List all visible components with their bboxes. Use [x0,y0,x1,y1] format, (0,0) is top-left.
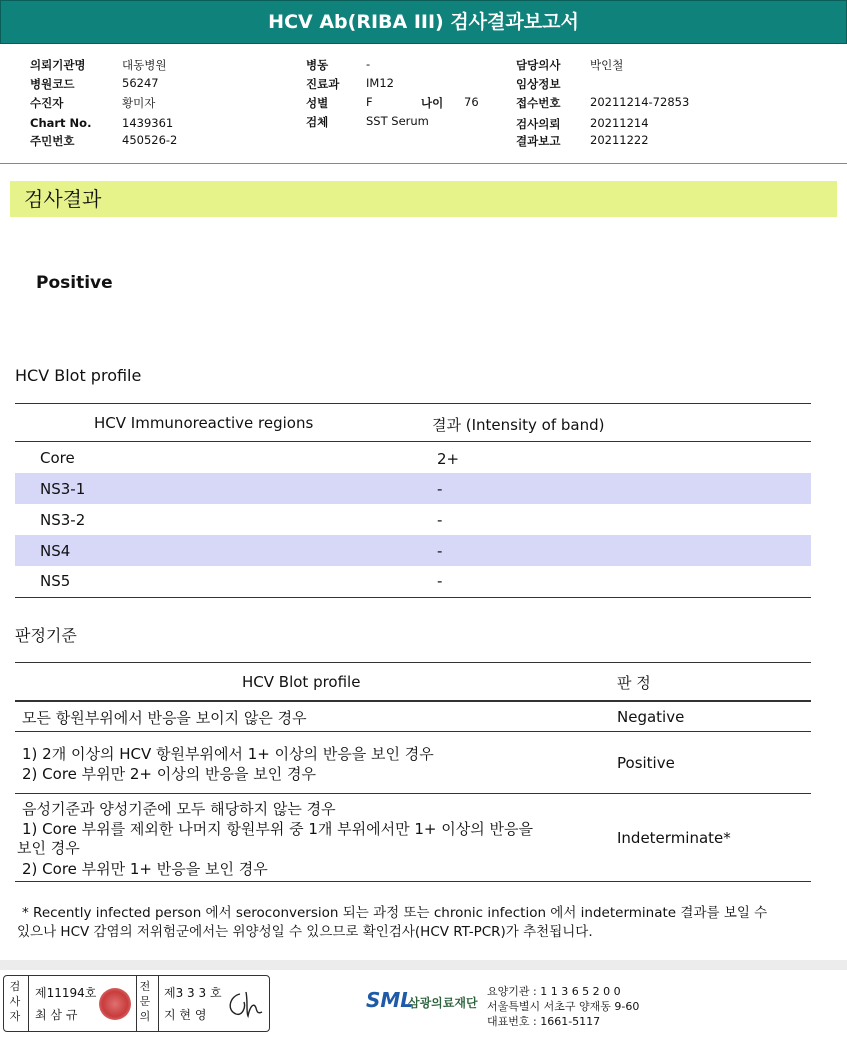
section-title: 검사결과 [10,181,837,217]
info-value: 450526-2 [122,133,178,147]
org-address: 서울특별시 서초구 양재동 9-60 [487,1000,640,1013]
criteria-judgement: Indeterminate* [617,829,731,847]
info-label: 검사의뢰 [516,117,561,131]
info-value: 황미자 [122,96,156,110]
report-title: HCV Ab(RIBA III) 검사결과보고서 [0,0,847,44]
examiner-label [8,979,22,1024]
org-code: 요양기관 : 1 1 3 6 5 2 0 0 [487,985,621,998]
result-value: Positive [36,273,113,293]
info-value: - [366,57,371,71]
info-label: 결과보고 [516,134,561,148]
criteria-row-line [15,793,811,794]
table-bottom-line [15,597,811,598]
examiner-label-char: 사 [9,995,21,1008]
info-value: SST Serum [366,114,429,128]
criteria-top-line [15,662,811,663]
examiner-seal [99,988,131,1020]
logo-text: SML [366,988,414,1012]
signature-box [3,975,270,1032]
org-name: 삼광의료재단 [408,996,478,1010]
specialist-label-char: 문 [139,995,151,1008]
col-header-judgement: 판 정 [617,674,651,692]
stamp-divider [28,976,29,1031]
criteria-judgement: Negative [617,708,685,726]
age-label: 나이 [421,96,444,110]
age-value: 76 [464,95,479,109]
footer-divider [0,960,847,970]
table-row [15,473,811,504]
table-row [15,504,811,535]
region-cell: NS3-1 [40,480,86,498]
info-value: 20211214-72853 [590,95,690,109]
criteria-judgement: Positive [617,754,675,772]
info-value: 56247 [122,76,159,90]
info-label: Chart No. [30,116,92,130]
col-header-profile: HCV Blot profile [242,673,361,691]
result-cell: - [437,542,443,560]
patient-info [0,0,847,160]
criteria-text: 1) 2개 이상의 HCV 항원부위에서 1+ 이상의 반응을 보인 경우 [22,745,434,763]
examiner-label-char: 자 [9,1010,21,1023]
info-label: 주민번호 [30,134,75,148]
info-value: 20211222 [590,133,649,147]
criteria-bottom-line [15,881,811,882]
criteria-heading: 판정기준 [15,626,77,645]
info-label: 접수번호 [516,96,561,110]
result-cell: - [437,480,443,498]
criteria-text: 모든 항원부위에서 반응을 보이지 않은 경우 [22,709,307,727]
table-row [15,535,811,566]
org-info [487,984,639,1029]
criteria-text: 1) Core 부위를 제외한 나머지 항원부위 중 1개 부위에서만 1+ 이상의 반응을 [22,820,533,838]
criteria-text: 2) Core 부위만 2+ 이상의 반응을 보인 경우 [22,765,316,783]
footnote-line: * Recently infected person 에서 seroconversion 되는 과정 또는 chronic infection 에서 indeterminate 결과를 보일 수 [22,905,768,921]
criteria-text: 음성기준과 양성기준에 모두 해당하지 않는 경우 [22,800,336,818]
criteria-row-line [15,731,811,732]
info-value: 박인철 [590,58,624,72]
specialist-label-char: 전 [139,980,151,993]
table-row [15,566,811,597]
col-header-region: HCV Immunoreactive regions [94,414,314,432]
sml-logo [366,984,476,1020]
header-divider [0,163,847,164]
table-row [15,443,811,473]
result-cell: - [437,511,443,529]
table-top-line [15,403,811,404]
info-label: 수진자 [30,96,64,110]
table-header-line [15,441,811,442]
info-value: F [366,95,373,109]
specialist-name: 지 현 영 [164,1008,207,1022]
criteria-text: 2) Core 부위만 1+ 반응을 보인 경우 [22,860,268,878]
info-value: 1439361 [122,116,174,130]
criteria-header-line [15,700,811,702]
info-label: 임상정보 [516,77,561,91]
examiner-name: 최 삼 규 [35,1008,78,1022]
info-label: 성별 [306,96,329,110]
info-value: 20211214 [590,116,649,130]
region-cell: NS5 [40,572,71,590]
stamp-divider [136,976,137,1031]
criteria-text: 보인 경우 [17,839,80,857]
info-value: 대동병원 [122,58,167,72]
info-label: 진료과 [306,77,340,91]
info-value: IM12 [366,76,394,90]
result-cell: - [437,572,443,590]
col-header-result: 결과 (Intensity of band) [432,416,605,434]
org-phone: 대표번호 : 1661-5117 [487,1015,601,1028]
blot-heading: HCV Blot profile [15,366,142,385]
examiner-label-char: 검 [9,980,21,993]
region-cell: Core [40,449,75,467]
footnote-line: 있으나 HCV 감염의 저위험군에서는 위양성일 수 있으므로 확인검사(HCV RT-PCR)가 추천됩니다. [17,924,593,940]
info-label: 병동 [306,58,329,72]
region-cell: NS4 [40,542,71,560]
info-label: 의뢰기관명 [30,58,86,72]
specialist-signature [222,986,264,1022]
specialist-label-char: 의 [139,1010,151,1023]
examiner-number: 제11194호 [35,986,97,1000]
stamp-divider [158,976,159,1031]
info-label: 검체 [306,115,329,129]
info-label: 병원코드 [30,77,75,91]
specialist-label [138,979,152,1024]
region-cell: NS3-2 [40,511,86,529]
result-cell: 2+ [437,450,460,468]
specialist-number: 제3 3 3 호 [164,986,222,1000]
info-label: 담당의사 [516,58,561,72]
